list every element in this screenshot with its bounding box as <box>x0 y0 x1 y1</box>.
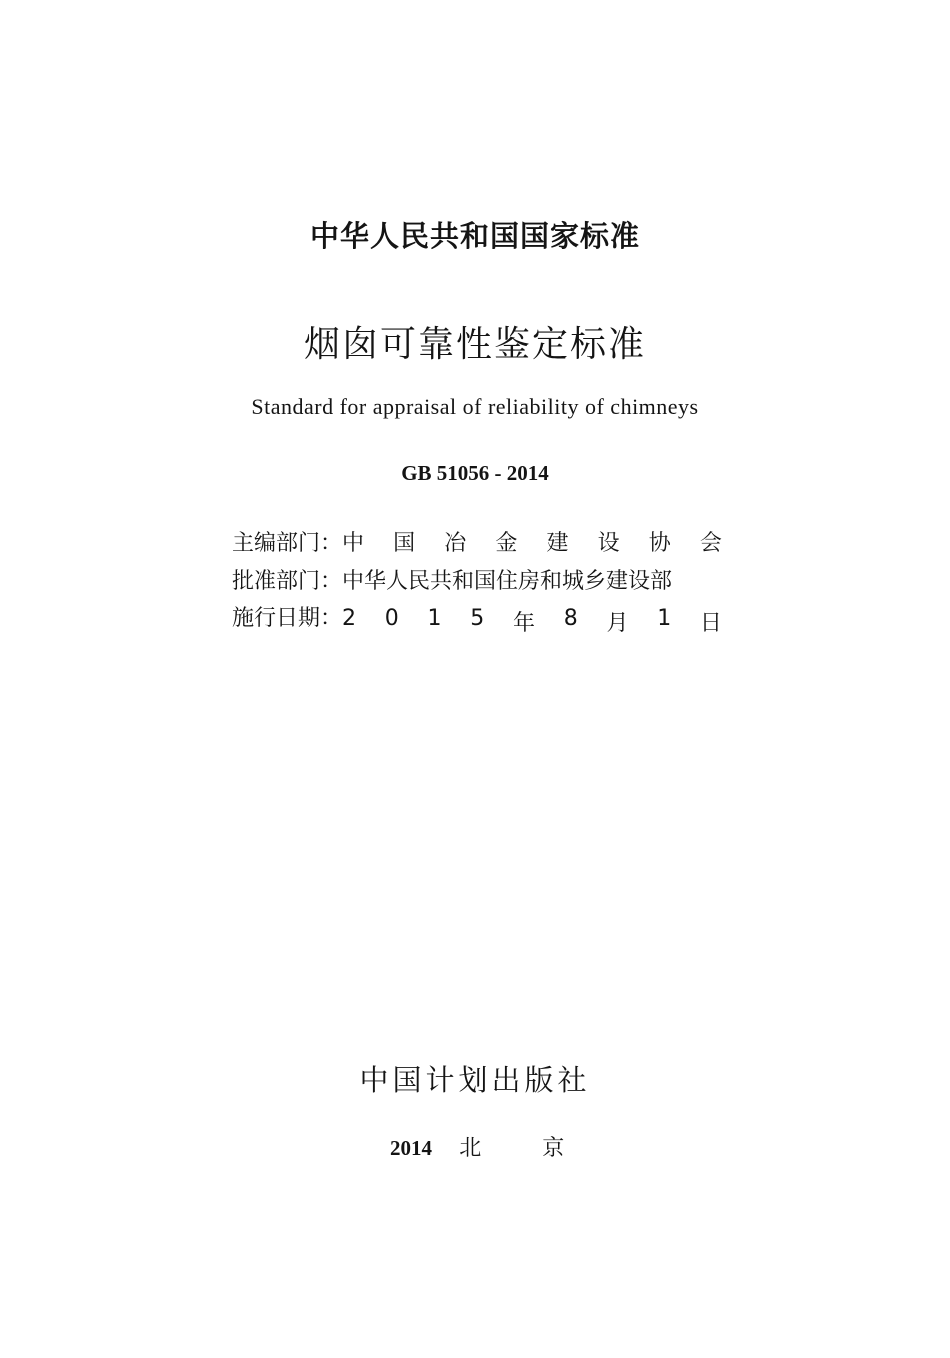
date-char: 8 <box>563 606 578 631</box>
publication-year: 2014 <box>390 1136 432 1160</box>
effective-date-label: 施行日期： <box>232 606 343 631</box>
date-char: 2 <box>342 606 357 631</box>
editor-department-row <box>232 526 722 557</box>
approver-department-value <box>342 564 722 595</box>
city-char: 北 <box>459 1136 482 1161</box>
publication-place-year <box>390 1131 564 1162</box>
date-char: 0 <box>384 606 399 631</box>
date-char: 日 <box>699 611 722 636</box>
date-char: 1 <box>657 606 672 631</box>
editor-char: 协 <box>648 531 671 556</box>
approver-department-row <box>232 564 722 595</box>
effective-date-row <box>232 601 722 637</box>
editor-char: 会 <box>699 531 722 556</box>
date-char: 5 <box>470 606 485 631</box>
approver-department-label: 批准部门： <box>232 569 343 594</box>
date-char: 1 <box>427 606 442 631</box>
editor-department-value <box>342 526 722 557</box>
editor-department-label: 主编部门： <box>232 531 343 556</box>
approver-text: 中华人民共和国住房和城乡建设部 <box>342 569 673 594</box>
effective-date-value <box>342 606 722 637</box>
editor-char: 金 <box>495 531 518 556</box>
date-char: 月 <box>606 611 629 636</box>
editor-char: 国 <box>393 531 416 556</box>
city-char: 京 <box>542 1136 565 1161</box>
editor-char: 冶 <box>444 531 467 556</box>
date-char: 年 <box>512 611 535 636</box>
editor-char: 中 <box>342 531 365 556</box>
standard-code: GB 51056 - 2014 <box>401 461 549 485</box>
editor-char: 设 <box>597 531 620 556</box>
english-title: Standard for appraisal of reliability of chimneys <box>251 394 699 419</box>
chinese-title: 烟囱可靠性鉴定标准 <box>303 324 646 365</box>
standard-series: 中华人民共和国国家标准 <box>309 219 640 253</box>
editor-char: 建 <box>546 531 569 556</box>
publisher-name: 中国计划出版社 <box>359 1063 591 1097</box>
publication-city <box>459 1131 564 1162</box>
